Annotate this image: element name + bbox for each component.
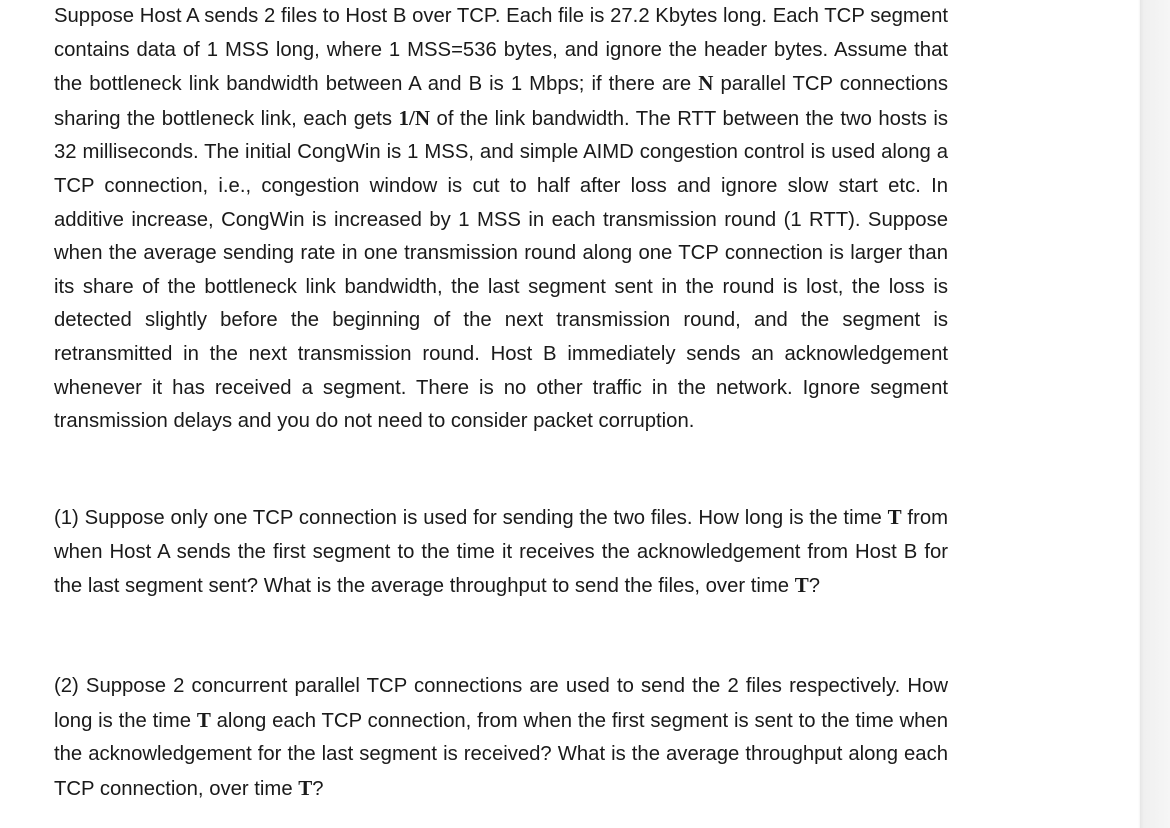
symbol-N: N: [698, 71, 714, 96]
symbol-T: T: [794, 573, 809, 598]
symbol-T: T: [298, 775, 313, 800]
symbol-1-over-N: 1/N: [398, 105, 431, 130]
viewer-side-gutter: [1140, 0, 1170, 828]
q2-text-1: (2) Suppose 2 concurrent parallel TCP connections are used to send the 2 files respectively. How long is the time: [54, 675, 948, 732]
intro-text-1: Suppose Host A sends 2 files to Host B over TCP. Each file is 27.2 Kbytes long. Each TCP segment contains data of 1 MSS long, where 1 MSS=536 bytes, and ignore the header bytes. Assume that the bottleneck link bandwidth between A and B is 1 Mbps; if there are: [54, 5, 948, 96]
intro-text-3: of the link bandwidth. The RTT between the two hosts is 32 milliseconds. The initial CongWin is 1 MSS, and simple AIMD congestion control is used along a TCP connection, i.e., congestion window is cut to half after loss and ignore slow start etc. In additive increase, CongWin is increased by 1 MSS in each transmission round (1 RTT). Suppose when the average sending rate in one transmission round along one TCP connection is larger than its share of the bottleneck link bandwidth, the last segment sent in the round is lost, the loss is detected slightly before the beginning of the next transmission round, and the segment is retransmitted in the next transmission round. Host B immediately sends an acknowledgement whenever it has received a segment. There is no other traffic in the network. Ignore segment transmission delays and you do not need to consider packet corruption.: [54, 107, 948, 433]
q1-text-1: (1) Suppose only one TCP connection is used for sending the two files. How long is the time: [54, 507, 888, 529]
q2-text-2: along each TCP connection, from when the first segment is sent to the time when the acknowledgement for the last segment is received? What is the average throughput along each TCP connection, over time: [54, 709, 948, 800]
problem-statement-paragraph: [54, 0, 948, 439]
question-1-paragraph: [54, 501, 948, 604]
q1-text-2: from when Host A sends the first segment to the time it receives the acknowledgement from Host B for the last segment sent? What is the average throughput to send the files, over time: [54, 507, 948, 598]
q2-text-3: ?: [312, 777, 324, 800]
question-2-paragraph: [54, 670, 948, 806]
symbol-T: T: [196, 707, 211, 732]
intro-text-2: parallel TCP connections sharing the bottleneck link, each gets: [54, 73, 948, 130]
q1-text-3: ?: [808, 575, 820, 598]
symbol-T: T: [887, 505, 902, 529]
